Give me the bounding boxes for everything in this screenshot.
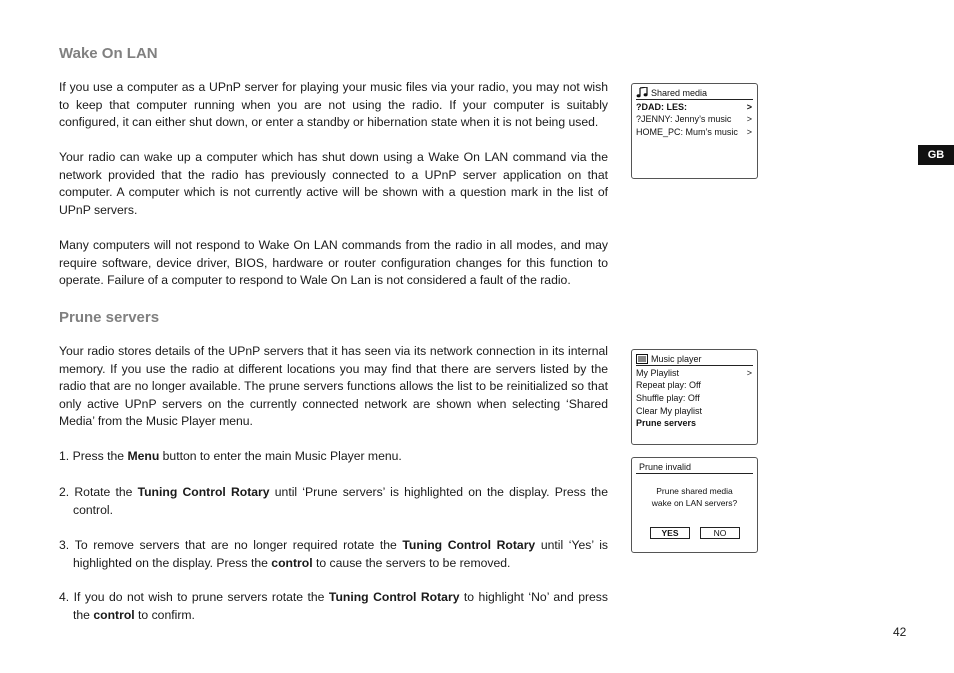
list-item: Repeat play: Off <box>636 380 701 390</box>
step-2: 2. Rotate the Tuning Control Rotary until ‘Prune servers’ is highlighted on the display. Press the control. <box>59 485 608 517</box>
list-item: ?JENNY: Jenny’s music > <box>636 114 752 124</box>
heading-wake-on-lan: Wake On LAN <box>59 45 158 62</box>
paragraph-prune-intro: Your radio stores details of the UPnP servers that it has seen via its network connection in its internal memory. If you use the radio at different locations you may find that there are servers listed by the radio that are no longer available. The prune servers functions allows the list to be reinitialized so that only active UPnP servers on the currently connected network are shown when selecting ‘Shared Media’ from the Music Player menu. <box>59 344 608 429</box>
list-icon <box>636 354 648 364</box>
step-3: 3. To remove servers that are no longer required rotate the Tuning Control Rotary until ‘Yes’ is highlighted on the display. Press the control to cause the servers to be removed. <box>59 538 609 570</box>
chevron-right-icon: > <box>746 127 752 137</box>
list-item-selected: Prune servers <box>636 418 697 428</box>
screen-prune-invalid <box>631 457 758 553</box>
language-tab: GB <box>918 145 954 165</box>
paragraph-wol-1: If you use a computer as a UPnP server for playing your music files via your radio, you may not wish to keep that computer running when you are not using the radio. If your computer is suitably configured, it can either shut down, or enter a standby or hibernation state when it is not being used. <box>59 80 608 130</box>
screen-music-player <box>631 349 758 445</box>
yes-button: YES <box>650 527 690 539</box>
screen-title: Prune invalid <box>639 461 692 472</box>
paragraph-wol-3: Many computers will not respond to Wake On LAN commands from the radio in all modes, and may require software, device driver, BIOS, hardware or router configuration changes for this function to operate. Failure of a computer to respond to Wale On Lan is not considered a fault of the radio. <box>59 238 608 288</box>
list-item: HOME_PC: Mum’s music > <box>636 127 752 137</box>
chevron-right-icon: > <box>746 114 752 124</box>
page-number: 42 <box>893 625 907 639</box>
chevron-right-icon: > <box>746 102 752 112</box>
screen-title-bar <box>636 460 753 474</box>
screen-title: Shared media <box>651 87 708 98</box>
no-button: NO <box>700 527 740 539</box>
prompt-line-2: wake on LAN servers? <box>651 498 738 508</box>
step-4: 4. If you do not wish to prune servers rotate the Tuning Control Rotary to highlight ‘No’ and press the control to confirm. <box>59 590 608 622</box>
prompt-line-1: Prune shared media <box>656 486 733 496</box>
screen-title: Music player <box>651 353 702 364</box>
list-item: ?DAD: LES: > <box>636 102 752 112</box>
screen-title-bar <box>636 352 753 366</box>
screen-shared-media <box>631 83 758 179</box>
music-note-icon <box>636 87 648 98</box>
list-item: Clear My playlist <box>636 406 703 416</box>
chevron-right-icon: > <box>746 368 752 378</box>
screen-title-bar <box>636 86 753 100</box>
step-1: 1. Press the Menu button to enter the main Music Player menu. <box>59 449 402 463</box>
paragraph-wol-2: Your radio can wake up a computer which has shut down using a Wake On LAN command via the network provided that the radio has previously connected to a UPnP server application on that computer. A computer which is not currently active will be shown with a question mark in the list of UPnP servers. <box>59 150 608 217</box>
heading-prune-servers: Prune servers <box>59 309 160 326</box>
list-item: Shuffle play: Off <box>636 393 700 403</box>
list-item: My Playlist > <box>636 368 752 378</box>
